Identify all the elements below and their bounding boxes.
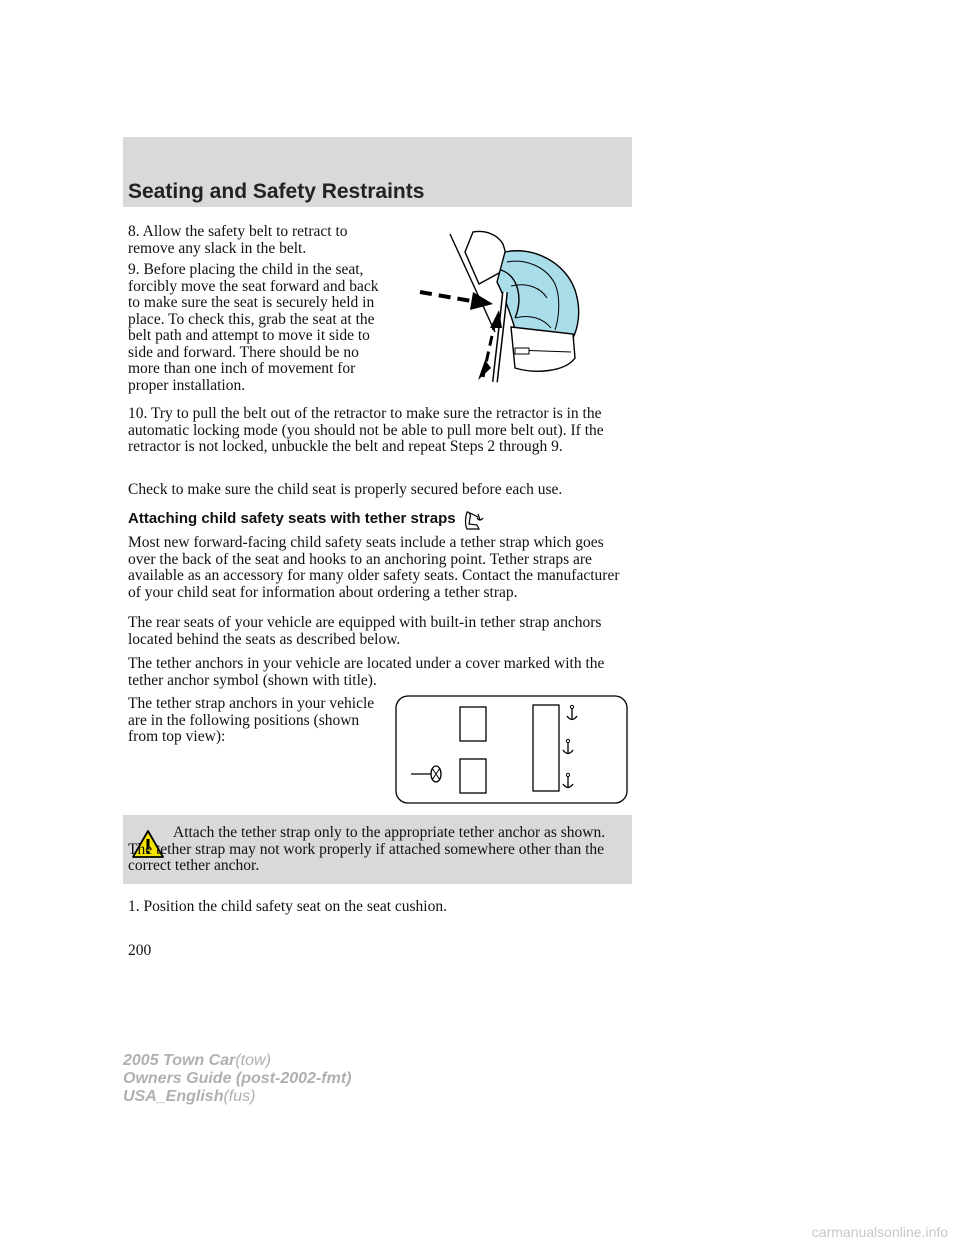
page-number: 200 [128, 942, 152, 959]
footer-language: USA_English [123, 1088, 224, 1105]
tether-paragraph-4: The tether strap anchors in your vehicle are in the following positions (shown from top view): [128, 695, 375, 745]
tether-paragraph-3: The tether anchors in your vehicle are located under a cover marked with the tether anchor symbol (shown with title). [128, 655, 605, 689]
warning-box [123, 815, 632, 884]
page-title: Seating and Safety Restraints [128, 180, 425, 203]
step-9-text: 9. Before placing the child in the seat, forcibly move the seat forward and back to make sure the seat is securely held in place. To check this, grab the seat at the belt path and attempt to move it side to side and forward. There should be no more than one inch of movement for proper installation. [128, 261, 379, 394]
anchor-position-diagram [395, 695, 629, 805]
footer-guide: Owners Guide (post-2002-fmt) [123, 1070, 352, 1087]
footer-model: 2005 Town Car [123, 1052, 236, 1069]
tether-paragraph-2: The rear seats of your vehicle are equipped with built-in tether strap anchors located behind the seats as described below. [128, 614, 602, 648]
warning-text: Attach the tether strap only to the appropriate tether anchor as shown. The tether strap may not work properly if attached somewhere other than the correct tether anchor. [128, 824, 606, 874]
section-subheading [128, 510, 486, 530]
tether-anchor-symbol-icon [462, 510, 486, 530]
step-1-text: 1. Position the child safety seat on the seat cushion. [128, 898, 447, 915]
step-8-text: 8. Allow the safety belt to retract to remove any slack in the belt. [128, 223, 348, 257]
child-seat-illustration [415, 222, 590, 387]
step-10-text: 10. Try to pull the belt out of the retractor to make sure the retractor is in the automatic locking mode (you should not be able to pull more belt out). If the retractor is not locked, unbuckle the belt and repeat Steps 2 through 9. [128, 405, 604, 455]
footer-language-code: (fus) [223, 1088, 256, 1105]
watermark-link[interactable]: carmanualsonline.info [811, 1224, 948, 1240]
check-text: Check to make sure the child seat is properly secured before each use. [128, 481, 563, 498]
footer-model-code: (tow) [235, 1052, 271, 1069]
subheading-text: Attaching child safety seats with tether straps [128, 510, 456, 527]
document-footer [123, 1052, 351, 1106]
tether-paragraph-1: Most new forward-facing child safety seats include a tether strap which goes over the back of the seat and hooks to an anchoring point. Tether straps are available as an accessory for many older safety seats. Contact the manufacturer of your child seat for information about ordering a tether strap. [128, 534, 620, 601]
